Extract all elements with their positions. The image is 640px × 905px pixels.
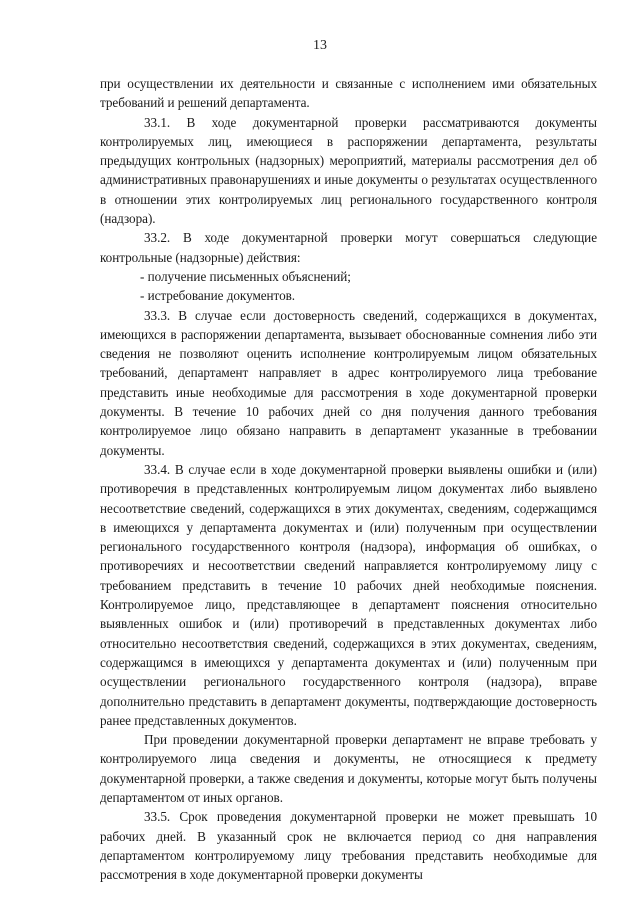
document-body	[100, 74, 597, 884]
paragraph-33-3: 33.3. В случае если достоверность сведений, содержащихся в документах, имеющихся в распоряжении департамента, вызывает обоснованные сомнения либо эти сведения не позволяют оценить исполнение контролируемым лицом обязательных требований, департамент направляет в адрес контролируемого лица требование представить иные необходимые для рассмотрения в ходе документарной проверки документы. В течение 10 рабочих дней со дня получения данного требования контролируемое лицо обязано направить в департамент указанные в требовании документы.	[100, 307, 597, 458]
paragraph-33-2: 33.2. В ходе документарной проверки могут совершаться следующие контрольные (надзорные) действия:	[100, 230, 597, 265]
paragraph-restriction: При проведении документарной проверки департамент не вправе требовать у контролируемого лица сведения и документы, не относящиеся к предмету документарной проверки, а также сведения и документы, которые могут быть получены департаментом от иных органов.	[100, 732, 597, 805]
list-item-documents: - истребование документов.	[140, 288, 296, 304]
paragraph-33-4: 33.4. В случае если в ходе документарной проверки выявлены ошибки и (или) противоречия в представленных контролируемым лицом документах либо выявлено несоответствие сведений, содержащихся в этих документах, сведениям, содержащимся в имеющихся у департамента документах и (или) полученным при осуществлении регионального государственного контроля (надзора), информация об ошибках, о противоречиях и несоответствии сведений направляется контролируемому лицу с требованием представить в течение 10 рабочих дней необходимые пояснения. Контролируемое лицо, представляющее в департамент пояснения относительно выявленных ошибок и (или) противоречий в представленных документах либо относительно несоответствия сведений, содержащихся в этих документах, сведениям, содержащимся в имеющихся у департамента документах и (или) полученным при осуществлении регионального государственного контроля (надзора), вправе дополнительно представить в департамент документы, подтверждающие достоверность ранее представленных документов.	[100, 461, 597, 728]
paragraph-33-5: 33.5. Срок проведения документарной проверки не может превышать 10 рабочих дней. В указанный срок не включается период со дня направления департаментом контролируемому лицу требования представить необходимые для рассмотрения в ходе документарной проверки документы	[100, 809, 597, 883]
paragraph-continuation: при осуществлении их деятельности и связанные с исполнением ими обязательных требований и решений департамента.	[100, 76, 597, 111]
paragraph-33-1: 33.1. В ходе документарной проверки рассматриваются документы контролируемых лиц, имеющиеся в распоряжении департамента, результаты предыдущих контрольных (надзорных) мероприятий, материалы рассмотрения дел об административных правонарушениях и иные документы о результатах осуществленного в отношении этих контролируемых лиц регионального государственного контроля (надзора).	[100, 114, 597, 227]
list-item-explanations: - получение письменных объяснений;	[140, 268, 351, 284]
page-number: 13	[313, 38, 327, 53]
